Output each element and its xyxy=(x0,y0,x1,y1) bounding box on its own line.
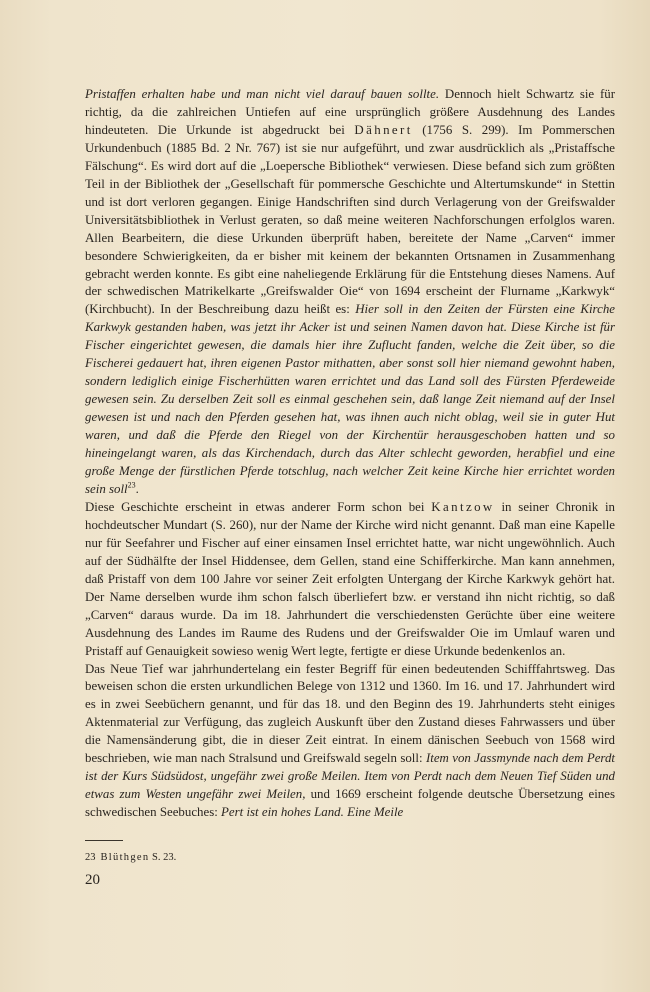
page-number: 20 xyxy=(85,872,100,888)
quote-italic: Pristaffen erhalten habe und man nicht viel darauf bauen sollte. xyxy=(85,87,440,101)
text-run: Dennoch hielt Schwartz sie für richtig, da die zahlreichen Untiefen auf eine ursprünglich größere Ausdehnung des Landes hindeuteten. Die Urkunde ist abgedruckt bei xyxy=(85,87,615,137)
text-run: in seiner Chronik in hochdeutscher Mundart (S. 260), nur der Name der Kirche wird nicht genannt. Daß man eine Kapelle nur für Seefahrer und Fischer auf einer einsamen Insel errichtet hatte, war nicht ungewöhnlich. Auch auf der Südhälfte der Insel Hiddensee, dem Gellen, stand eine Schifferkirche. Man kann annehmen, daß Pristaff von dem 100 Jahre vor seiner Zeit erfolgten Untergang der Kirche Karkwyk gehört hat. Der Name derselben wurde ihm schon falsch überliefert bzw. er verstand ihn nicht richtig, so daß „Carven“ daraus wurde. Da im 18. Jahrhundert die verschiedensten Gerüchte über eine weitere Ausdehnung des Landes im Raume des Rudens und der Greifswalder Oie im Umlauf waren und Pristaff auf Genauigkeit sowieso wenig Wert legte, fertigte er diese Urkunde bedenkenlos an. xyxy=(85,499,616,658)
footnote xyxy=(85,852,176,863)
text-run: (1756 S. 299). Im Pommerschen Urkundenbuch (1885 Bd. 2 Nr. 767) ist sie nur aufgeführt, und zwar ausdrücklich als „Pristaffsche Fälschung“. Es wird dort auf die „Loepersche Bibliothek“ verwiesen. Diese befand sich zum größten Teil in der Bibliothek der „Gesellschaft für pommersche Geschichte und Altertumskunde“ in Stettin und ist dort verloren gegangen. Einige Handschriften sind durch Verlagerung von der Greifswalder Universitätsbibliothek in Verlust geraten, so daß meine weiteren Nachforschungen erfolglos waren. Allen Bearbeitern, die diese Urkunden überprüft haben, bereitete der Name „Carven“ immer besondere Schwierigkeiten, da er bisher mit keinem der bekannten Ortsnamen in Zusammenhang gebracht werden konnte. Es gibt eine naheliegende Erklärung für die Entstehung dieses Namens. Auf der schwedischen Matrikelkarte „Greifswalder Oie“ von 1694 erscheint der Flurname „Karkwyk“ (Kirchbucht). In der Beschreibung dazu heißt es: xyxy=(85,122,615,317)
footnote-ref: S. 23. xyxy=(149,852,177,863)
footnote-author: Blüthgen xyxy=(100,852,150,863)
text-run: . xyxy=(135,481,139,496)
author-name-spaced: Dähnert xyxy=(354,122,413,137)
paragraph-1 xyxy=(85,86,615,499)
footnote-marker: 23 xyxy=(127,480,136,490)
text-run: Diese Geschichte erscheint in etwas anderer Form schon bei xyxy=(85,499,432,514)
body-text xyxy=(85,86,615,822)
paragraph-2 xyxy=(85,499,615,661)
footnote-rule xyxy=(85,840,123,841)
footnote-number: 23 xyxy=(85,852,96,863)
paragraph-3 xyxy=(85,661,615,823)
quote-italic: Item von Jassmynde nach dem Perdt ist der Kurs Südsüdost, ungefähr zwei große Meilen. Item von Perdt nach dem Neuen Tief Süden und etwas zum Westen ungefähr zwei Meilen, xyxy=(85,751,615,802)
text-run: und 1669 erscheint folgende deutsche Übersetzung eines schwedischen Seebuches: xyxy=(85,787,615,820)
quote-italic: Hier soll in den Zeiten der Fürsten eine Kirche Karkwyk gestanden haben, was jetzt ihr Acker ist und seinen Namen davon hat. Diese Kirche ist für Fischer eingerichtet gewesen, die damals hier ihre Zuflucht fanden, welche die Zeit über, so die Fischerei gedauert hat, ihren eigenen Pastor mithatten, aber sonst soll hier niemand gewohnt haben, sondern lediglich einige Fischerhütten waren errichtet und das Land soll des Fürsten Pferdeweide gewesen sein. Zu derselben Zeit soll es einmal geschehen sein, daß lange Zeit niemand auf der Insel gewesen ist und nach den Pferden gesehen hat, was ihnen auch nicht oblag, weil sie in guter Hut waren, und daß die Pferde den Riegel von der Kirchentür herausgeschoben hatten und so hineingelangt waren, als das Kirchendach, durch das Alter schlecht geworden, herabfiel und eine große Menge der fürstlichen Pferde totschlug, nach welcher Zeit keine Kirche hier errichtet worden sein soll xyxy=(85,302,615,496)
author-name-spaced: Kantzow xyxy=(431,499,495,514)
text-run: Das Neue Tief war jahrhundertelang ein fester Begriff für einen bedeutenden Schifffahrtsweg. Das beweisen schon die ersten urkundlichen Belege von 1312 und 1360. Im 16. und 17. Jahrhundert wird es in zwei Seebüchern genannt, und für das 18. und den Beginn des 19. Jahrhunderts steht einiges Aktenmaterial zur Verfügung, das zugleich Auskunft über den Zustand dieses Fahrwassers und über die Namensänderung gibt, die in dieser Zeit eintrat. In einem dänischen Seebuch von 1568 wird beschrieben, wie man nach Stralsund und Greifswald segeln soll: xyxy=(85,661,615,766)
quote-italic: Pert ist ein hohes Land. Eine Meile xyxy=(221,805,404,820)
